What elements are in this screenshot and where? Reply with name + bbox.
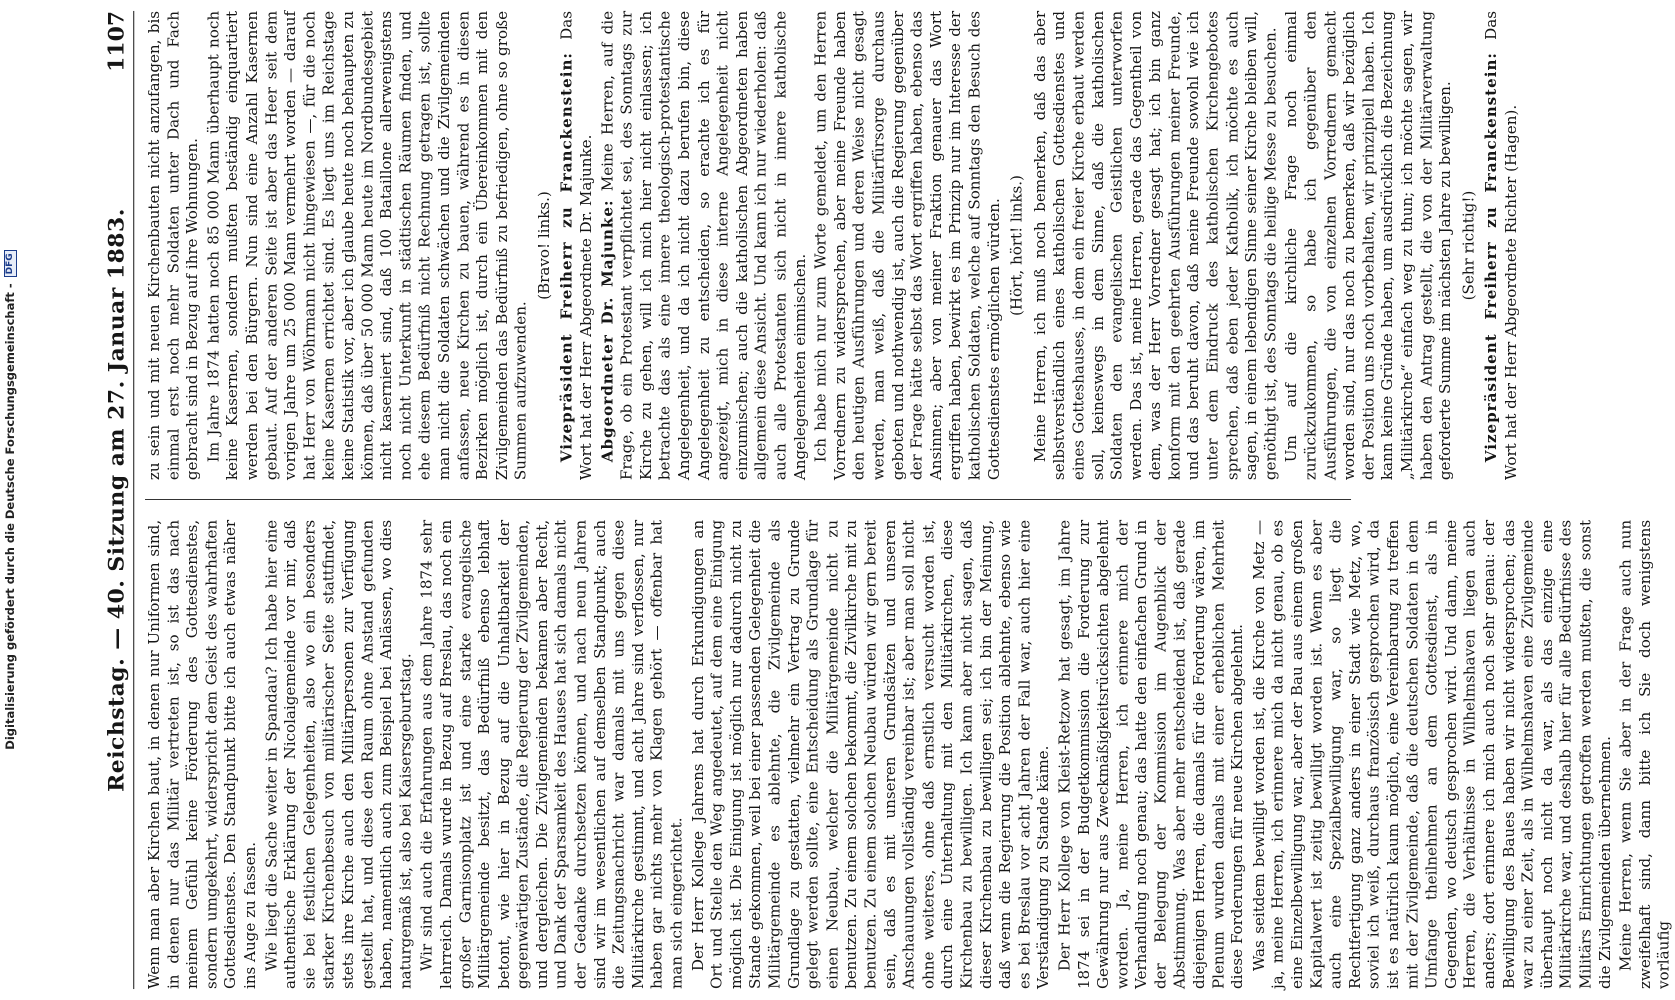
speaker-paragraph	[558, 11, 596, 480]
speaker-text: Meine Herren, auf die Frage, ob ein Protestant verpflichtet sei, des Sonntags zur Kirche zu gehen, will ich mich hier nicht einlassen; ich betrachte das als eine innere theologisch-protestantische Angelegenheit, und da ich nicht dazu berufen bin, diese Angelegenheit zu entscheiden, so erachte ich es für angezeigt, mich in diese interne Angelegenheit nicht einzumischen; auch die katholischen Abgeordneten haben allgemein diese Ansicht. Und kann ich nur wiederholen: daß auch alle Protestanten sich nicht in innere katholische Angelegenheiten einmischen.	[598, 10, 809, 481]
body-paragraph: Der Herr Kollege Jahrens hat durch Erkundigungen an Ort und Stelle den Weg angedeutet, auf dem eine Einigung möglich ist. Die Einigung ist möglich nur dadurch nicht zu Stande gekommen, weil bei einer passenden Gelegenheit die Militärgemeinde es ablehnte, die Zivilgemeinde als Grundlage zu gestatten, vielmehr ein Vertrag zu Grunde gelegt werden sollte, eine Entscheidung als Grundlage für einen Neubau, welcher die Militärgemeinde nicht zu benutzen. Zu einem solchen bekommt, die Zivilkirche mit zu benutzen. Zu einem solchen Neubau würden wir gern bereit sein, daß es mit unseren Grundsätzen und unseren Anschauungen vollständig vereinbar ist; aber man soll nicht ohne weiteres, ohne daß ernstlich versucht worden ist, durch eine Unterhaltung mit den Militärkirchen, diese Kirchenbau zu bewilligen. Ich kann aber nicht sagen, daß dieser Kirchenbau zu bewilligen sei; ich bin der Meinung, daß wenn die Regierung die Position ablehnte, ebenso wie es bei Breslau vor acht Jahren der Fall war, auch hier eine Verständigung zu Stande käme.	[688, 519, 1053, 990]
body-paragraph: Um auf die kirchliche Frage noch einmal zurückzukommen, so habe ich gegenüber den Ausführungen, die von einzelnen Vorrednern gemacht worden sind, nur das noch zu bemerken, daß wir bezüglich der Position uns noch vorbehalten, wir prinzipiell haben. Ich kann keine Gründe haben, um ausdrücklich die Bezeichnung „Militärkirche“ einfach weg zu thun; ich möchte sagen, wir haben den Antrag gestellt, die von der Militärverwaltung geforderte Summe im nächsten Jahre zu bewilligen.	[1282, 10, 1455, 481]
body-paragraph: Ich habe mich nur zum Worte gemeldet, um den Herren Vorrednern zu widersprechen, aber meine Freunde haben den heutigen Ausführungen und deren Weise nicht gesagt werden, man weiß, daß die Militärfürsorge durchaus geboten und nothwendig ist, auch die Regierung gegenüber der Frage hätte selbst das Wort ergriffen haben, ebenso das Ansinnen; aber von meiner Fraktion genauer das Wort ergriffen haben, bewirkt es im Prinzip nur im Interesse der katholischen Soldaten, welche auf Sonntags den Besuch des Gottesdienstes ermöglichen würden.	[811, 10, 1003, 481]
interjection: (Bravo! links.)	[535, 191, 553, 300]
dfg-logo: DFG	[4, 250, 17, 277]
speaker-name: Vizepräsident Freiherr zu Franckenstein:	[558, 52, 576, 463]
body-paragraph: Der Herr Kollege von Kleist-Retzow hat gesagt, im Jahre 1874 sei in der Budgetkommission die Forderung zur Gewährung nur aus Zweckmäßigkeitsrücksichten abgelehnt worden. Ja, meine Herren, ich erinnere mich der Verhandlung noch genau; das hatte den einfachen Grund in der Belegung der Kommission im Augenblick der Abstimmung. Was aber mehr entscheidend ist, daß gerade diejenigen Herren, die damals für die Forderung wären, im Plenum wurden damals mit einer erheblichen Mehrheit diese Forderungen für neue Kirchen abgelehnt.	[1055, 519, 1247, 990]
right-column	[145, 10, 1520, 481]
speaker-name: Abgeordneter Dr. Majunke:	[598, 199, 617, 463]
body-paragraph: Wenn man aber Kirchen baut, in denen nur Uniformen sind, in denen nur das Militär vertreten ist, so ist das nach meinem Gefühl keine Förderung des Gottesdienstes, sondern umgekehrt, widerspricht dem Geist des wahrhaften Gottesdienstes. Den Standpunkt bitte ich auch etwas näher ins Auge zu fassen.	[145, 519, 259, 990]
body-paragraph: Wir sind auch die Erfahrungen aus dem Jahre 1874 sehr lehrreich. Damals wurde in Bezug auf Breslau, das noch ein großer Garnisonplatz ist und eine starke evangelische Militärgemeinde besitzt, das Bedürfniß ebenso lebhaft betont, wie hier in Bezug auf die Unhaltbarkeit der gegenwärtigen Zustände, die Regierung der Zivilgemeinden, und dergleichen. Die Zivilgemeinden bekamen aber Recht, und Dank der Sparsamkeit des Hauses hat sich damals nicht der Gedanke durchsetzen können, und nach neun Jahren sind wir im wesentlichen auf demselben Standpunkt; auch die Zeitungsnachricht war damals mit uns gegen diese Militärkirche gestimmt, und acht Jahre sind verflossen, nur haben gar nichts mehr von Klagen gehört — offenbar hat man sich eingerichtet.	[417, 519, 686, 990]
column-divider	[145, 499, 1351, 500]
page-header	[102, 11, 134, 989]
body-paragraph: Im Jahre 1874 hatten noch 85 000 Mann überhaupt noch keine Kasernen, sondern mußten beständig einquartiert werden bei den Bürgern. Nun sind eine Anzahl Kasernen gebaut. Auf der anderen Seite ist aber das Heer seit dem vorigen Jahre um 25 000 Mann vermehrt worden — darauf hat Herr von Wöhrmann nicht hingewiesen —, für die noch keine Kasernen errichtet sind. Es liegt uns im Reichstage keine Statistik vor, aber ich glaube heute noch behaupten zu können, daß über 50 000 Mann heute im Nordbundesgebiet nicht kaserniert sind, daß 100 Bataillone allerwenigstens noch nicht Unterkunft in städtischen Räumen finden, und ehe diesem Bedürfniß nicht Rechnung getragen ist, sollte man nicht die Soldaten schwächen und die Zivilgemeinden anfassen, neue Kirchen zu bauen, während es in diesen Bezirken möglich ist, durch ein Übereinkommen mit den Zivilgemeinden das Bedürfniß zu befriedigen, ohne so große Summen aufzuwenden.	[204, 10, 530, 481]
body-paragraph: Wie liegt die Sache weiter in Spandau? Ich habe hier eine authentische Erklärung der Nicolaigemeinde vor mir, daß sie bei festlichen Gelegenheiten, also wo ein besonders starker Kirchenbesuch von militärischer Seite stattfindet, stets ihre Kirche auch den Militärpersonen zur Verfügung gestellt hat, und diese den Raum ohne Anstand gefunden haben, namentlich auch zum Beispiel bei Anlässen, wo dies naturgemäß ist, also bei Kaisersgeburtstag.	[262, 519, 415, 990]
interjection: (Sehr richtig!)	[1459, 190, 1478, 301]
body-paragraph: Was seitdem bewilligt worden ist, die Kirche von Metz — ja, meine Herren, ich erinnere mich da nicht genau, ob es eine Einzelbewilligung war, aber der Bau aus einem großen Kapitalwert ist zeitig bewilligt worden ist. Wenn es aber auch eine Spezialbewilligung war, so liegt die Rechtfertigung ganz anders in einer Stadt wie Metz, wo, soviel ich weiß, durchaus französisch gesprochen wird, da ist es natürlich kaum möglich, eine Vereinbarung zu treffen mit der Zivilgemeinde, daß die deutschen Soldaten in dem Umfange theilnehmen an dem Gottesdienst, als in Gegenden, wo deutsch gesprochen wird. Und dann, meine Herren, die Verhältnisse in Wilhelmshaven liegen auch anders; dort erinnere ich mich auch noch sehr genau: der Bewilligung des Baues haben wir nicht widersprochen; das war zu einer Zeit, als in Wilhelmshaven eine Zivilgemeinde überhaupt noch nicht da war, als das einzige eine Militärkirche war, und deshalb hier für alle Bedürfnisse des Militärs Einrichtungen getroffen werden mußten, die sonst die Zivilgemeinden übernehmen.	[1249, 519, 1614, 990]
body-paragraph: Meine Herren, ich muß noch bemerken, daß das aber selbstverständlich eines katholischen Gottesdienstes und eines Gotteshauses, in dem ein freier Kirche erbaut werden soll, keineswegs in dem Sinne, daß die katholischen Soldaten den evangelischen Geistlichen unterworfen werden. Das ist, meine Herren, gerade das Gegentheil von dem, was der Herr Vorredner gesagt hat; ich bin ganz konform mit den geehrten Ausführungen meiner Freunde, und das beruht davon, daß meine Freunde sowohl wie ich unter dem Eindruck des katholischen Kirchengebotes sprechen, daß eben jeder Katholik, ich möchte es auch sagen, in einem lebendigen Sinne seiner Kirche bleiben will, genöthigt ist, des Sonntags die heilige Messe zu besuchen.	[1031, 10, 1280, 481]
speaker-name: Vizepräsident Freiherr zu Franckenstein:	[1482, 52, 1501, 463]
page-title: Reichstag. — 40. Sitzung am 27. Januar 1883.	[103, 208, 130, 792]
body-paragraph: Meine Herren, wenn Sie aber in der Frage auch nun zweifelhaft sind, dann bitte ich Sie doch wenigstens vorläufig	[1616, 519, 1673, 990]
speaker-text: Das Wort hat der Herr Abgeordnete Dr. Majunke.	[558, 10, 596, 481]
speaker-paragraph	[599, 11, 810, 480]
digitization-credit-text: Digitalisierung gefördert durch die Deutsche Forschungsgemeinschaft -	[3, 283, 17, 750]
speaker-paragraph	[1483, 11, 1521, 480]
left-column	[145, 519, 1673, 990]
body-paragraph: zu sein und mit neuen Kirchenbauten nicht anzufangen, bis einmal erst noch mehr Soldaten unter Dach und Fach gebracht sind in Bezug auf ihre Wohnungen.	[145, 10, 202, 481]
page-number: 1107	[103, 10, 130, 72]
speaker-text: Das Wort hat der Herr Abgeordnete Richter (Hagen).	[1482, 10, 1520, 481]
digitization-credit	[0, 0, 20, 1000]
scanned-page	[96, 3, 1673, 997]
interjection: (Hört, hört! links.)	[1007, 175, 1026, 317]
